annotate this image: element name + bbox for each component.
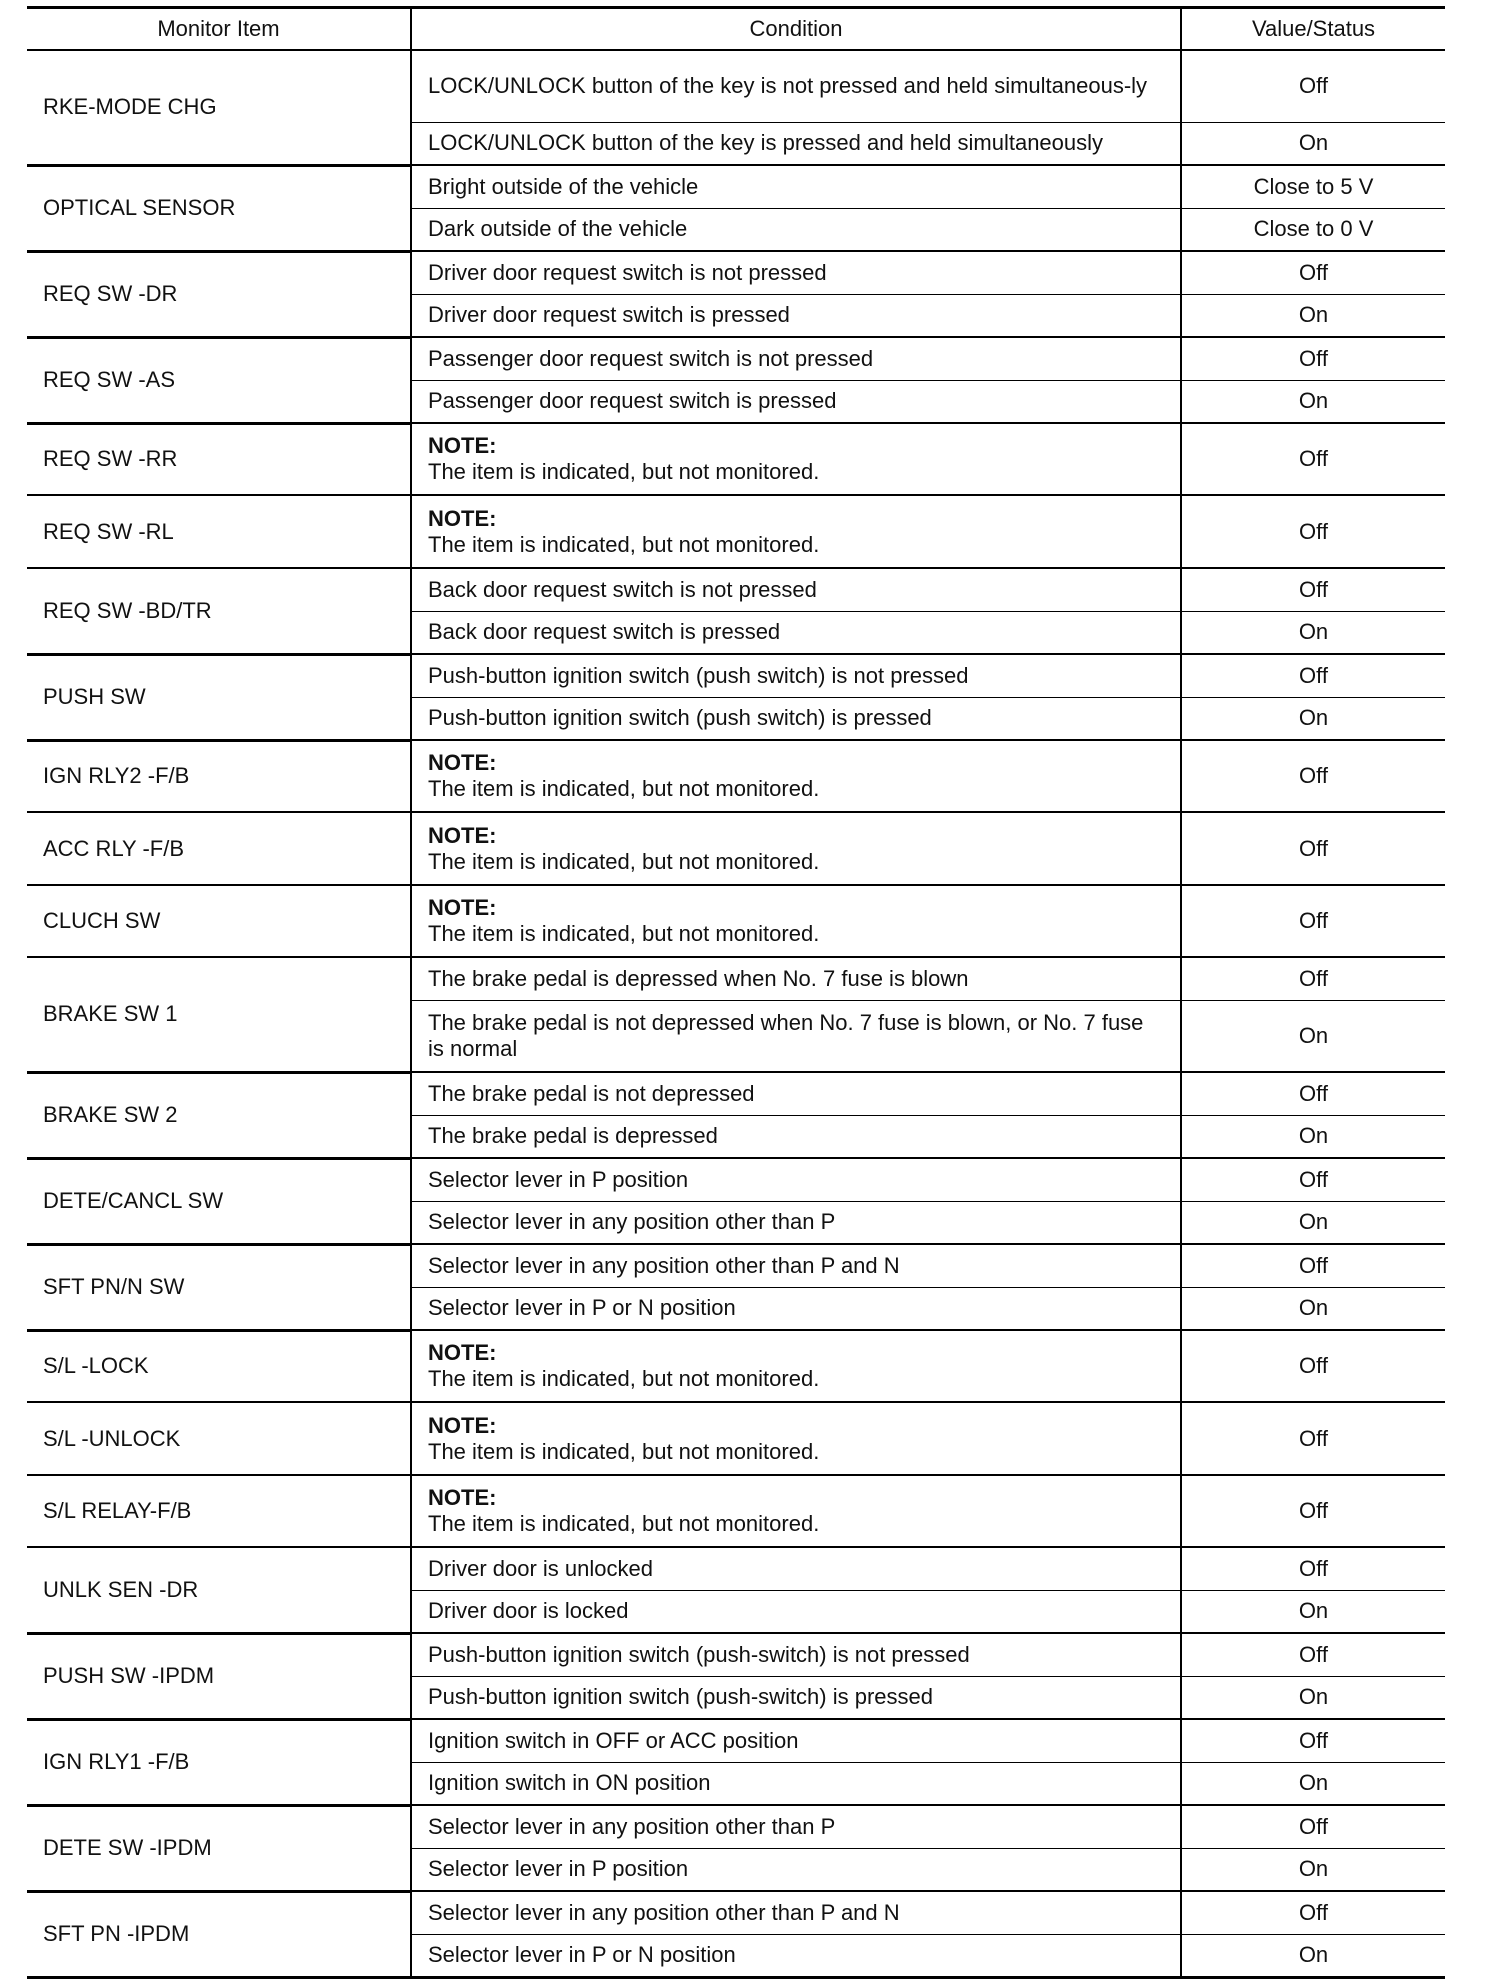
value-status-cell: Off: [1181, 1719, 1445, 1762]
condition-cell: Back door request switch is not pressed: [411, 568, 1181, 611]
table-row: [27, 1244, 1445, 1287]
monitor-item-cell: IGN RLY2 -F/B: [27, 740, 411, 812]
note-label: NOTE:: [428, 1340, 497, 1365]
condition-cell: Back door request switch is pressed: [411, 611, 1181, 654]
condition-cell: Selector lever in any position other than P and N: [411, 1244, 1181, 1287]
note-label: NOTE:: [428, 1485, 497, 1510]
note-label: NOTE:: [428, 895, 497, 920]
value-status-cell: On: [1181, 1676, 1445, 1719]
value-status-cell: Off: [1181, 1072, 1445, 1115]
value-status-cell: Off: [1181, 1805, 1445, 1848]
value-status-cell: Off: [1181, 337, 1445, 380]
header-condition: Condition: [411, 8, 1181, 51]
condition-cell: Driver door request switch is pressed: [411, 294, 1181, 337]
note-cell: [411, 885, 1181, 957]
table-row: [27, 423, 1445, 495]
note-cell: [411, 740, 1181, 812]
value-status-cell: On: [1181, 1762, 1445, 1805]
value-status-cell: On: [1181, 380, 1445, 423]
value-status-cell: On: [1181, 1201, 1445, 1244]
value-status-cell: On: [1181, 1934, 1445, 1977]
table-row: [27, 1475, 1445, 1547]
value-status-cell: Close to 0 V: [1181, 208, 1445, 251]
note-text: The item is indicated, but not monitored.: [428, 1366, 820, 1391]
note-text: The item is indicated, but not monitored.: [428, 1511, 820, 1536]
table-row: [27, 957, 1445, 1000]
monitor-item-cell: SFT PN -IPDM: [27, 1891, 411, 1977]
condition-cell: Passenger door request switch is not pressed: [411, 337, 1181, 380]
condition-cell: Driver door is unlocked: [411, 1547, 1181, 1590]
note-cell: [411, 495, 1181, 568]
condition-cell: Ignition switch in OFF or ACC position: [411, 1719, 1181, 1762]
monitor-item-cell: CLUCH SW: [27, 885, 411, 957]
condition-cell: The brake pedal is depressed: [411, 1115, 1181, 1158]
value-status-cell: Off: [1181, 1402, 1445, 1475]
value-status-cell: Off: [1181, 654, 1445, 697]
table-row: [27, 1158, 1445, 1201]
value-status-cell: On: [1181, 697, 1445, 740]
table-row: [27, 251, 1445, 294]
value-status-cell: Off: [1181, 1158, 1445, 1201]
table-row: [27, 812, 1445, 885]
condition-cell: Dark outside of the vehicle: [411, 208, 1181, 251]
value-status-cell: On: [1181, 1287, 1445, 1330]
monitor-item-cell: REQ SW -RR: [27, 423, 411, 495]
value-status-cell: On: [1181, 1848, 1445, 1891]
condition-cell: Selector lever in any position other than P: [411, 1201, 1181, 1244]
monitor-item-cell: BRAKE SW 2: [27, 1072, 411, 1158]
table-row: [27, 1633, 1445, 1676]
note-cell: [411, 1330, 1181, 1402]
monitor-item-cell: REQ SW -DR: [27, 251, 411, 337]
condition-cell: The brake pedal is depressed when No. 7 fuse is blown: [411, 957, 1181, 1000]
header-monitor-item: Monitor Item: [27, 8, 411, 51]
note-text: The item is indicated, but not monitored.: [428, 1438, 820, 1464]
table-row: [27, 1072, 1445, 1115]
monitor-item-cell: S/L -UNLOCK: [27, 1402, 411, 1475]
table-row: [27, 1547, 1445, 1590]
table-row: [27, 165, 1445, 208]
note-text: The item is indicated, but not monitored.: [428, 459, 820, 484]
monitor-item-cell: SFT PN/N SW: [27, 1244, 411, 1330]
note-text: The item is indicated, but not monitored.: [428, 848, 820, 874]
value-status-cell: Off: [1181, 423, 1445, 495]
table-row: [27, 740, 1445, 812]
monitor-item-cell: ACC RLY -F/B: [27, 812, 411, 885]
value-status-cell: Off: [1181, 740, 1445, 812]
value-status-cell: On: [1181, 1590, 1445, 1633]
condition-cell: Driver door request switch is not pressed: [411, 251, 1181, 294]
note-cell: [411, 1475, 1181, 1547]
monitor-item-cell: UNLK SEN -DR: [27, 1547, 411, 1633]
condition-cell: Passenger door request switch is pressed: [411, 380, 1181, 423]
condition-cell: Push-button ignition switch (push-switch) is pressed: [411, 1676, 1181, 1719]
table-row: [27, 495, 1445, 568]
note-label: NOTE:: [428, 433, 497, 458]
condition-cell: Selector lever in P or N position: [411, 1287, 1181, 1330]
monitor-item-cell: DETE SW -IPDM: [27, 1805, 411, 1891]
value-status-cell: Off: [1181, 1475, 1445, 1547]
value-status-cell: Off: [1181, 495, 1445, 568]
value-status-cell: Off: [1181, 885, 1445, 957]
value-status-cell: Off: [1181, 1244, 1445, 1287]
value-status-cell: On: [1181, 1000, 1445, 1072]
table-row: [27, 1805, 1445, 1848]
condition-cell: The brake pedal is not depressed when No. 7 fuse is blown, or No. 7 fuse is normal: [411, 1000, 1181, 1072]
note-label: NOTE:: [428, 822, 497, 848]
value-status-cell: Off: [1181, 50, 1445, 122]
note-label: NOTE:: [428, 750, 497, 775]
table-body: [27, 50, 1445, 1977]
condition-cell: LOCK/UNLOCK button of the key is not pressed and held simultaneous-ly: [411, 50, 1181, 122]
monitor-item-cell: REQ SW -BD/TR: [27, 568, 411, 654]
table-row: [27, 885, 1445, 957]
note-cell: [411, 1402, 1181, 1475]
condition-cell: Driver door is locked: [411, 1590, 1181, 1633]
condition-cell: Selector lever in any position other than P and N: [411, 1891, 1181, 1934]
value-status-cell: On: [1181, 122, 1445, 165]
value-status-cell: Off: [1181, 957, 1445, 1000]
table-row: [27, 1402, 1445, 1475]
value-status-cell: Off: [1181, 812, 1445, 885]
table-row: [27, 654, 1445, 697]
condition-cell: Push-button ignition switch (push switch) is pressed: [411, 697, 1181, 740]
condition-cell: Ignition switch in ON position: [411, 1762, 1181, 1805]
monitor-item-cell: DETE/CANCL SW: [27, 1158, 411, 1244]
monitor-item-cell: REQ SW -RL: [27, 495, 411, 568]
value-status-cell: Off: [1181, 1633, 1445, 1676]
condition-cell: Push-button ignition switch (push switch) is not pressed: [411, 654, 1181, 697]
note-label: NOTE:: [428, 1412, 497, 1438]
note-text: The item is indicated, but not monitored.: [428, 921, 820, 946]
value-status-cell: Off: [1181, 1330, 1445, 1402]
value-status-cell: On: [1181, 611, 1445, 654]
monitor-item-cell: PUSH SW: [27, 654, 411, 740]
value-status-cell: Off: [1181, 251, 1445, 294]
monitor-item-cell: S/L RELAY-F/B: [27, 1475, 411, 1547]
condition-cell: Push-button ignition switch (push-switch) is not pressed: [411, 1633, 1181, 1676]
note-cell: [411, 812, 1181, 885]
value-status-cell: On: [1181, 294, 1445, 337]
table-row: [27, 568, 1445, 611]
monitor-item-cell: REQ SW -AS: [27, 337, 411, 423]
note-text: The item is indicated, but not monitored.: [428, 531, 820, 557]
condition-cell: Selector lever in P position: [411, 1158, 1181, 1201]
note-label: NOTE:: [428, 505, 497, 531]
monitor-item-cell: PUSH SW -IPDM: [27, 1633, 411, 1719]
value-status-cell: On: [1181, 1115, 1445, 1158]
header-row: [27, 8, 1445, 51]
condition-cell: Selector lever in any position other than P: [411, 1805, 1181, 1848]
condition-cell: Selector lever in P or N position: [411, 1934, 1181, 1977]
table-row: [27, 50, 1445, 122]
table-row: [27, 1891, 1445, 1934]
condition-cell: Selector lever in P position: [411, 1848, 1181, 1891]
condition-cell: The brake pedal is not depressed: [411, 1072, 1181, 1115]
monitor-item-cell: S/L -LOCK: [27, 1330, 411, 1402]
table-row: [27, 1330, 1445, 1402]
table-row: [27, 1719, 1445, 1762]
monitor-item-cell: IGN RLY1 -F/B: [27, 1719, 411, 1805]
note-text: The item is indicated, but not monitored.: [428, 776, 820, 801]
monitor-item-cell: BRAKE SW 1: [27, 957, 411, 1072]
value-status-cell: Close to 5 V: [1181, 165, 1445, 208]
value-status-cell: Off: [1181, 1547, 1445, 1590]
header-value-status: Value/Status: [1181, 8, 1445, 51]
condition-cell: Bright outside of the vehicle: [411, 165, 1181, 208]
monitor-item-cell: OPTICAL SENSOR: [27, 165, 411, 251]
condition-cell: LOCK/UNLOCK button of the key is pressed and held simultaneously: [411, 122, 1181, 165]
monitor-table: [27, 6, 1445, 1979]
value-status-cell: Off: [1181, 1891, 1445, 1934]
table-row: [27, 337, 1445, 380]
note-cell: [411, 423, 1181, 495]
monitor-item-cell: RKE-MODE CHG: [27, 50, 411, 165]
value-status-cell: Off: [1181, 568, 1445, 611]
